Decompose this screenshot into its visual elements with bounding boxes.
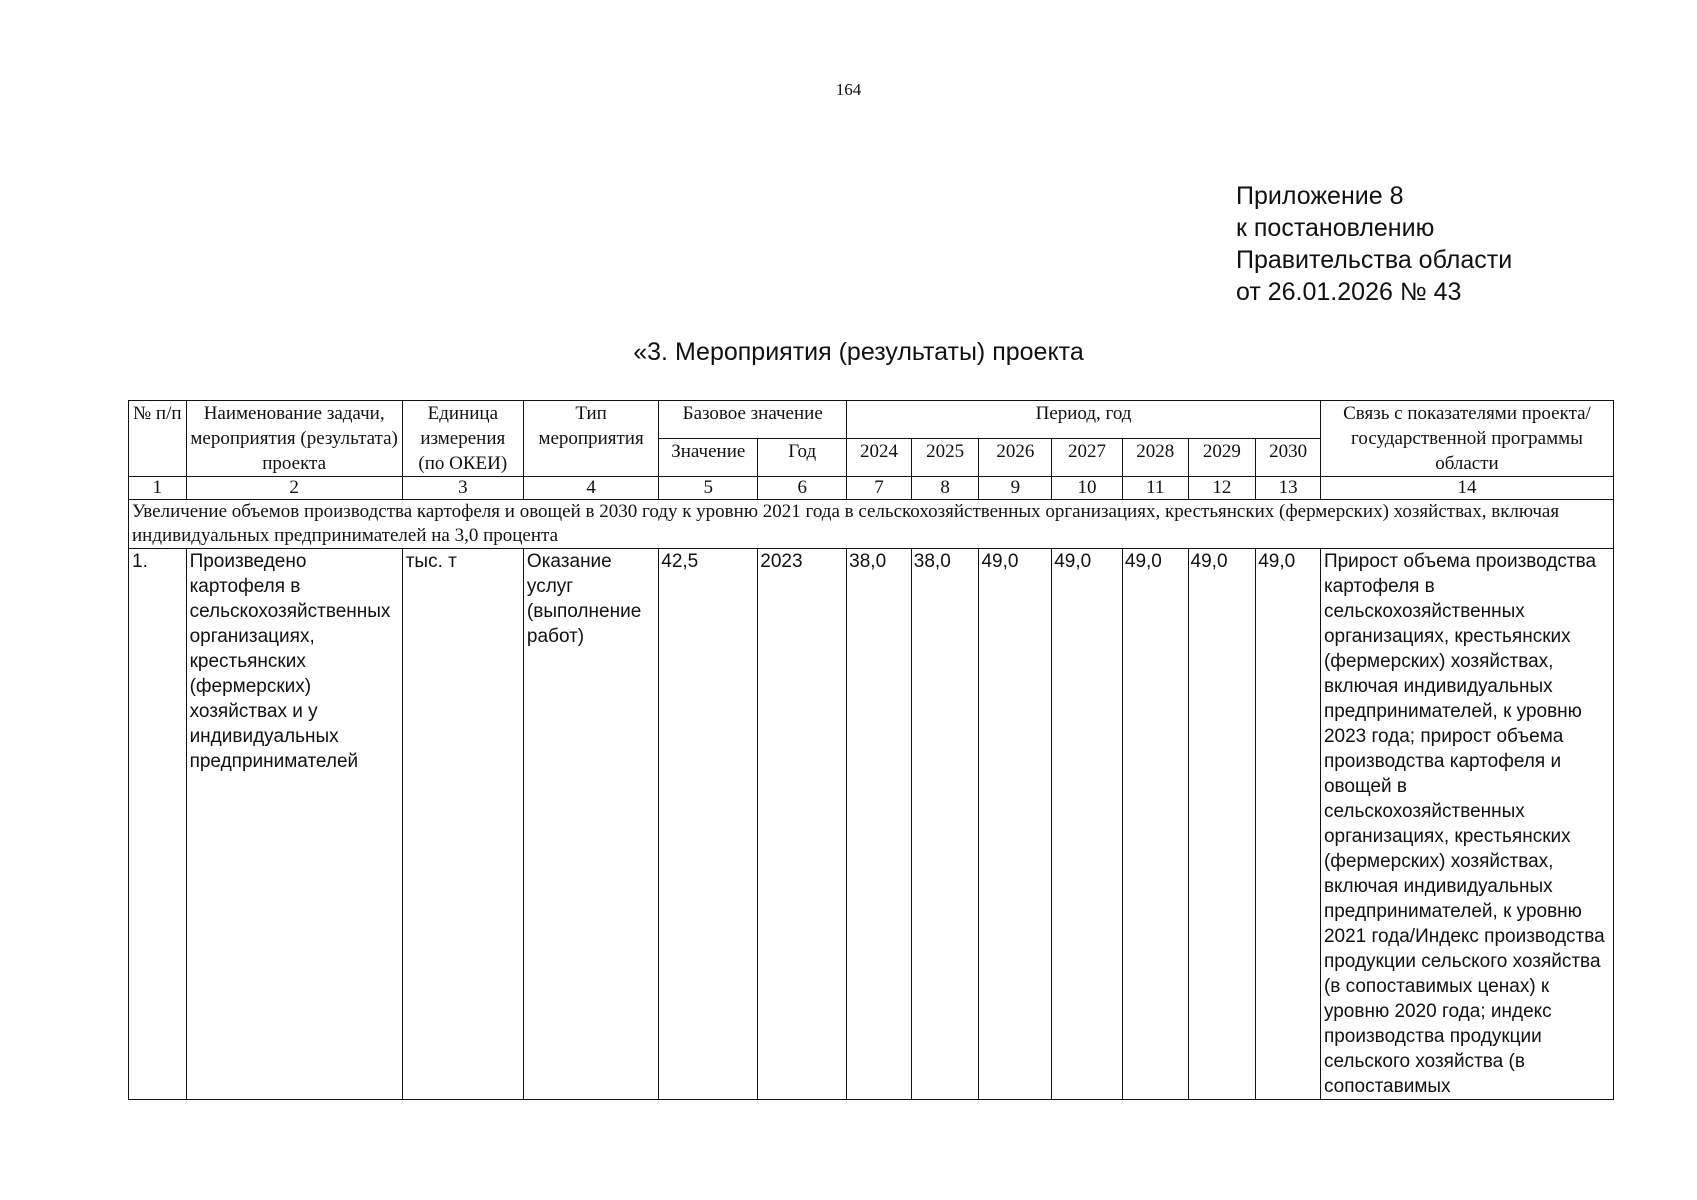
header-base: Базовое значение xyxy=(659,401,847,439)
column-number: 8 xyxy=(911,477,979,500)
header-name: Наименование задачи, мероприятия (результата) проекта xyxy=(186,401,402,477)
appendix-line-3: Правительства области xyxy=(1236,246,1513,274)
header-num: № п/п xyxy=(129,401,187,477)
row-year-value: 49,0 xyxy=(1122,549,1188,1100)
row-year-value: 49,0 xyxy=(1052,549,1123,1100)
header-unit: Единица измерения (по ОКЕИ) xyxy=(402,401,523,477)
header-year: 2027 xyxy=(1052,439,1123,477)
header-year: 2030 xyxy=(1256,439,1321,477)
column-number: 14 xyxy=(1320,477,1613,500)
appendix-line-2: к постановлению xyxy=(1236,214,1435,242)
header-base-year: Год xyxy=(758,439,847,477)
header-row-1 xyxy=(129,401,1614,439)
header-year: 2029 xyxy=(1188,439,1256,477)
header-year: 2026 xyxy=(979,439,1052,477)
header-year: 2025 xyxy=(911,439,979,477)
header-type: Тип мероприятия xyxy=(523,401,658,477)
header-period: Период, год xyxy=(847,401,1321,439)
document-title: «3. Мероприятия (результаты) проекта xyxy=(633,338,1084,366)
header-year: 2028 xyxy=(1122,439,1188,477)
appendix-line-4: от 26.01.2026 № 43 xyxy=(1236,278,1462,306)
column-number-row xyxy=(129,477,1614,500)
row-unit: тыс. т xyxy=(402,549,523,1100)
column-number: 12 xyxy=(1188,477,1256,500)
column-number: 2 xyxy=(186,477,402,500)
column-number: 3 xyxy=(402,477,523,500)
appendix-line-1: Приложение 8 xyxy=(1236,182,1404,210)
row-num: 1. xyxy=(129,549,187,1100)
column-number: 11 xyxy=(1122,477,1188,500)
page-number: 164 xyxy=(835,80,862,99)
header-base-value: Значение xyxy=(659,439,758,477)
column-number: 5 xyxy=(659,477,758,500)
row-year-value: 38,0 xyxy=(911,549,979,1100)
section-row xyxy=(129,500,1614,549)
header-year: 2024 xyxy=(847,439,912,477)
appendix-block xyxy=(1236,180,1512,308)
section-title: Увеличение объемов производства картофеля и овощей в 2030 году к уровню 2021 года в сельскохозяйственных организациях, крестьянских (фермерских) хозяйствах, включая индивидуальных предпринимателей на 3,0 процента xyxy=(129,500,1614,549)
row-year-value: 49,0 xyxy=(1256,549,1321,1100)
row-year-value: 49,0 xyxy=(1188,549,1256,1100)
row-year-value: 38,0 xyxy=(847,549,912,1100)
column-number: 7 xyxy=(847,477,912,500)
row-base-year: 2023 xyxy=(758,549,847,1100)
row-type: Оказание услуг (выполнение работ) xyxy=(523,549,658,1100)
row-link: Прирост объема производства картофеля в сельскохозяйственных организациях, крестьянских (фермерских) хозяйствах, включая индивидуальных предпринимателей, к уровню 2023 года; прирост объема производства картофеля и овощей в сельскохозяйственных организациях, крестьянских (фермерских) хозяйствах, включая индивидуальных предпринимателей, к уровню 2021 года/Индекс производства продукции сельского хозяйства (в сопоставимых ценах) к уровню 2020 года; индекс производства продукции сельского хозяйства (в сопоставимых xyxy=(1320,549,1613,1100)
row-name: Произведено картофеля в сельскохозяйственных организациях, крестьянских (фермерских) хозяйствах и у индивидуальных предпринимателей xyxy=(186,549,402,1100)
measures-table xyxy=(128,400,1614,1100)
header-link: Связь с показателями проекта/государственной программы области xyxy=(1320,401,1613,477)
row-year-value: 49,0 xyxy=(979,549,1052,1100)
column-number: 13 xyxy=(1256,477,1321,500)
column-number: 6 xyxy=(758,477,847,500)
column-number: 9 xyxy=(979,477,1052,500)
column-number: 4 xyxy=(523,477,658,500)
table-row xyxy=(129,549,1614,1100)
column-number: 1 xyxy=(129,477,187,500)
column-number: 10 xyxy=(1052,477,1123,500)
row-base-value: 42,5 xyxy=(659,549,758,1100)
